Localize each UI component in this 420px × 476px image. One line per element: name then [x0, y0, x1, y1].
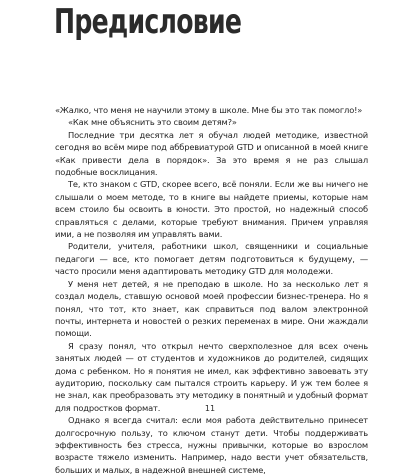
paragraph: Однако я всегда считал: если моя работа действительно принесет долгосрочную пользу, то ключом станут дети. Чтобы поддерживать эффективность без стресса, нужны привычки, которые во взрослом возрасте тяжело изменить. Например, надо вести учет обязательств, больших и малых, в надежной внешней системе,: [55, 415, 368, 475]
paragraph: «Как мне объяснить это своим детям?»: [68, 117, 237, 128]
paragraph: Те, кто знаком с GTD, скорее всего, всё поняли. Если же вы ничего не слышали о моем методе, то в книге вы найдете приемы, которые нам всем стоило бы освоить в юности. Это простой, но надежный способ справляться с делами, которые требуют внимания. Причем управляя ими, а не позволяя им управлять вами.: [55, 179, 368, 240]
page-number: 11: [204, 404, 216, 413]
body-text: [55, 104, 368, 476]
paragraph: Я сразу понял, что открыл нечто сверхполезное для всех очень занятых людей — от студентов и художников до родителей, сидящих дома с ребенком. Но я понятия не имел, как эффективно завоевать эту аудиторию, поскольку сам пытался строить карьеру. И уж тем более я не знал, как преобразовать эту методику в понятный и удобный формат для подростков формат.: [55, 340, 368, 413]
paragraph: «Жалко, что меня не научили этому в школе. Мне бы это так помогло!»: [55, 105, 363, 115]
chapter-title: Предисловие: [54, 2, 242, 42]
paragraph: У меня нет детей, я не преподаю в школе. Но за несколько лет я создал модель, ставшую основой моей профессии бизнес-тренера. Но я понял, что тот, кто знает, как справиться под валом электронной почты, интернета и новостей о резких переменах в мире. Они жаждали помощи.: [55, 278, 368, 339]
paragraph: Родители, учителя, работники школ, священники и социальные педагоги — все, кто помогает детям подготовиться к будущему, — часто просили меня адаптировать методику GTD для молодежи.: [55, 241, 368, 277]
paragraph: Последние три десятка лет я обучал людей методике, известной сегодня во всём мире под аббревиатурой GTD и описанной в моей книге «Как привести дела в порядок». За это время я не раз слышал подобные восклицания.: [55, 129, 368, 178]
